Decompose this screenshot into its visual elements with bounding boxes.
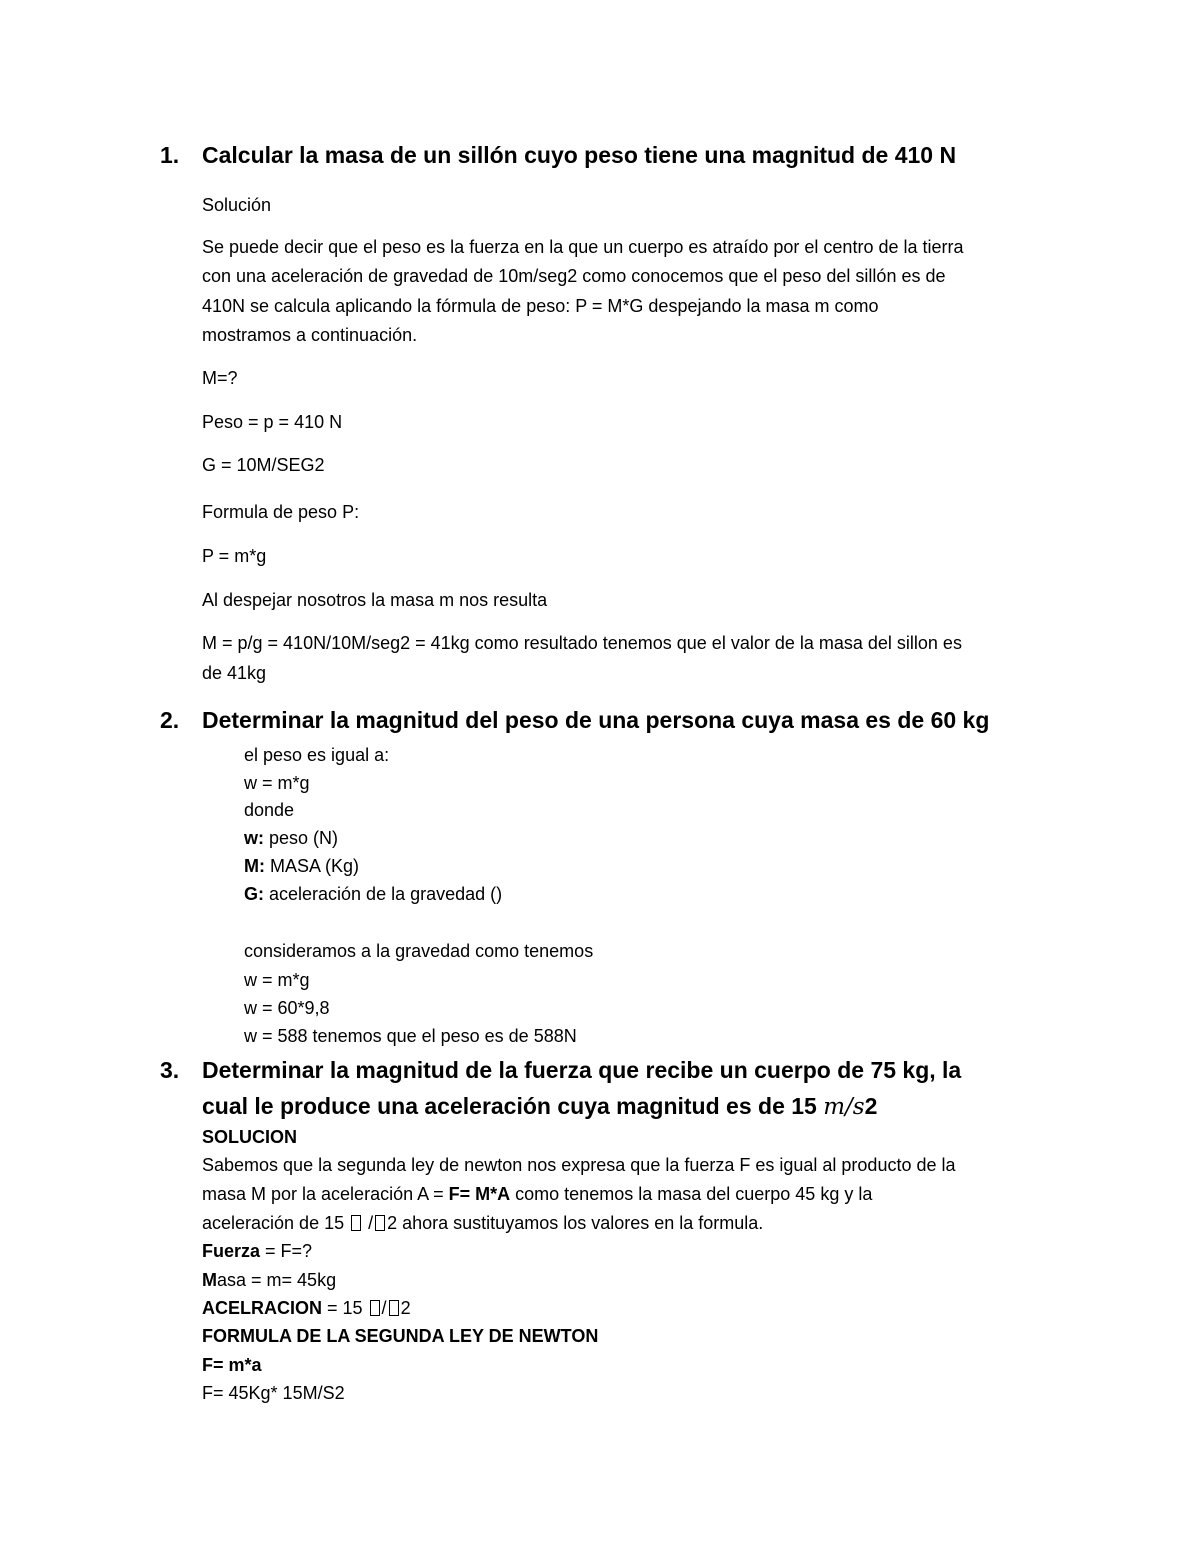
q3-formula-title: FORMULA DE LA SEGUNDA LEY DE NEWTON — [202, 1326, 599, 1346]
q1-m-unknown: M=? — [202, 368, 238, 388]
q3-paragraph-line-3 — [202, 1213, 763, 1234]
q1-solucion-label: Solución — [202, 195, 272, 215]
q2-line: consideramos a la gravedad como tenemos — [244, 941, 594, 961]
q1-paragraph-line: 410N se calcula aplicando la fórmula de peso: P = M*G despejando la masa m como — [202, 296, 879, 316]
question-2-heading — [160, 707, 989, 734]
q2-m-text: MASA (Kg) — [265, 856, 360, 876]
q3-paragraph-formula: F= M*A — [448, 1184, 511, 1204]
q2-w-label: w: — [244, 828, 264, 848]
q1-despejar: Al despejar nosotros la masa m nos resulta — [202, 590, 548, 610]
q3-paragraph-text: 2 ahora sustituyamos los valores en la formula. — [387, 1213, 764, 1233]
q2-g-definition — [244, 884, 502, 905]
q3-fuerza-label: Fuerza — [202, 1241, 261, 1261]
question-1-heading — [160, 142, 956, 169]
missing-glyph-icon — [375, 1215, 385, 1231]
q1-paragraph-line: Se puede decir que el peso es la fuerza en la que un cuerpo es atraído por el centro de la tierra — [202, 237, 964, 257]
missing-glyph-icon — [351, 1215, 361, 1231]
q3-final: F= 45Kg* 15M/S2 — [202, 1383, 345, 1403]
q2-line: w = m*g — [244, 773, 310, 793]
q3-solucion: SOLUCION — [202, 1127, 298, 1147]
question-3-heading-line2 — [202, 1093, 877, 1120]
question-3-math-units: m/s — [823, 1094, 865, 1120]
q3-aceleracion — [202, 1298, 411, 1319]
question-3-title-line2: cual le produce una aceleración cuya magnitud es de 15 — [202, 1093, 824, 1119]
q3-paragraph-text: / — [363, 1213, 374, 1233]
q1-result-line: de 41kg — [202, 663, 267, 683]
q3-paragraph-text: masa M por la aceleración A = — [202, 1184, 449, 1204]
q2-line: donde — [244, 800, 295, 820]
question-1-number: 1. — [160, 142, 180, 168]
q2-w-definition — [244, 828, 338, 849]
question-3-heading — [160, 1057, 961, 1084]
q2-m-definition — [244, 856, 359, 877]
question-3-title-line1: Determinar la magnitud de la fuerza que recibe un cuerpo de 75 kg, la — [202, 1057, 962, 1083]
q3-fuerza-text: = F=? — [260, 1241, 313, 1261]
missing-glyph-icon — [389, 1300, 399, 1316]
q2-m-label: M: — [244, 856, 265, 876]
q1-formula: P = m*g — [202, 546, 267, 566]
q3-paragraph-line-2 — [202, 1184, 872, 1205]
q1-peso: Peso = p = 410 N — [202, 412, 343, 432]
q1-formula-label: Formula de peso P: — [202, 502, 360, 522]
q2-line: w = m*g — [244, 970, 310, 990]
q3-acel-label: ACELRACION — [202, 1298, 322, 1318]
q3-fuerza — [202, 1241, 312, 1262]
q3-paragraph-text: como tenemos la masa del cuerpo 45 kg y la — [510, 1184, 873, 1204]
q2-g-label: G: — [244, 884, 264, 904]
q1-paragraph-line: con una aceleración de gravedad de 10m/seg2 como conocemos que el peso del sillón es de — [202, 266, 946, 286]
q3-masa-label: M — [202, 1270, 217, 1290]
question-3-number: 3. — [160, 1057, 180, 1083]
q3-acel-text: 2 — [400, 1298, 411, 1318]
q2-g-text: aceleración de la gravedad () — [264, 884, 503, 904]
q2-w-text: peso (N) — [264, 828, 339, 848]
question-1-title: Calcular la masa de un sillón cuyo peso tiene una magnitud de 410 N — [202, 142, 957, 168]
question-3-math-exponent: 2 — [864, 1093, 878, 1119]
q3-formula: F= m*a — [202, 1355, 262, 1375]
question-2-title: Determinar la magnitud del peso de una persona cuya masa es de 60 kg — [202, 707, 990, 733]
q1-paragraph-line: mostramos a continuación. — [202, 325, 418, 345]
q2-line: w = 588 tenemos que el peso es de 588N — [244, 1026, 577, 1046]
q1-g: G = 10M/SEG2 — [202, 455, 325, 475]
q3-paragraph-text: aceleración de 15 — [202, 1213, 350, 1233]
q3-masa-text: asa = m= 45kg — [217, 1270, 337, 1290]
q3-acel-text: = 15 — [322, 1298, 368, 1318]
q2-line: w = 60*9,8 — [244, 998, 330, 1018]
q3-masa — [202, 1270, 336, 1291]
q3-paragraph-line: Sabemos que la segunda ley de newton nos expresa que la fuerza F es igual al producto de la — [202, 1155, 956, 1175]
missing-glyph-icon — [370, 1300, 380, 1316]
question-2-number: 2. — [160, 707, 180, 733]
q2-line: el peso es igual a: — [244, 745, 390, 765]
q3-acel-text: / — [381, 1298, 387, 1318]
q1-result-line: M = p/g = 410N/10M/seg2 = 41kg como resultado tenemos que el valor de la masa del sillon es — [202, 633, 962, 653]
